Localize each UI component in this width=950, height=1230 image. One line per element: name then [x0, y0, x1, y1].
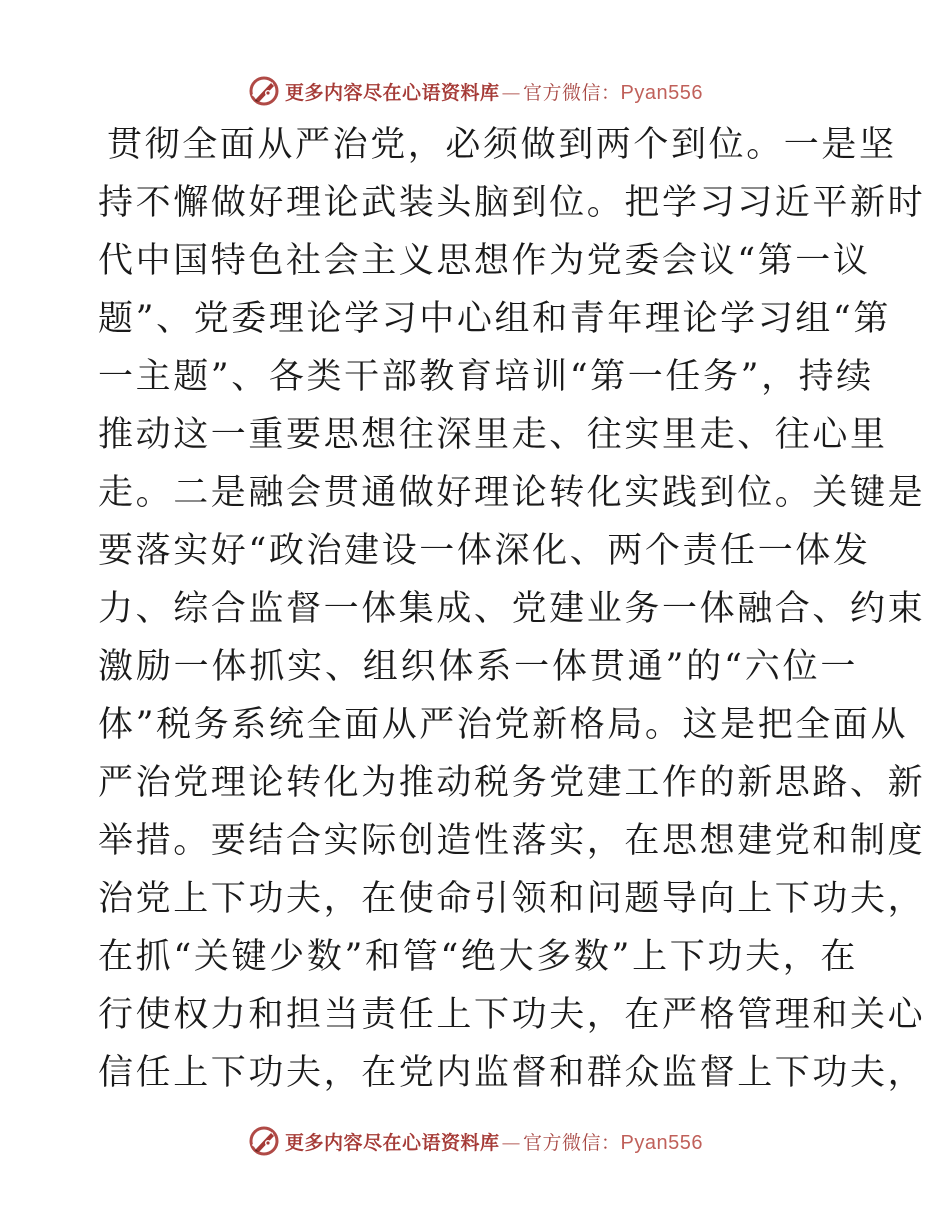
- footer-watermark: [0, 1121, 950, 1161]
- document-body: [98, 116, 926, 1102]
- pen-logo-icon: [247, 74, 281, 108]
- text-line: 题”、党委理论学习中心组和青年理论学习组“第: [98, 299, 891, 339]
- header-main-text: 更多内容尽在心语资料库: [285, 81, 500, 104]
- header-wechat-label: 官方微信：: [523, 81, 621, 104]
- text-line: 一主题”、各类干部教育培训“第一任务”，持续: [98, 357, 874, 397]
- pen-logo-icon: [247, 1124, 281, 1158]
- text-line: 贯彻全面从严治党，必须做到两个到位。一是坚: [107, 125, 897, 165]
- text-line: 力、综合监督一体集成、党建业务一体融合、约束: [98, 589, 926, 629]
- text-line: 激励一体抓实、组织体系一体贯通”的“六位一: [98, 647, 858, 687]
- text-line: 在抓“关键少数”和管“绝大多数”上下功夫，在: [98, 937, 858, 977]
- header-separator: —: [501, 81, 522, 104]
- text-line: 要落实好“政治建设一体深化、两个责任一体发: [98, 531, 871, 571]
- text-line: 走。二是融会贯通做好理论转化实践到位。关键是: [98, 473, 926, 513]
- text-line: 代中国特色社会主义思想作为党委会议“第一议: [98, 241, 871, 281]
- text-line: 推动这一重要思想往深里走、往实里走、往心里: [98, 415, 888, 455]
- header-watermark-text: [285, 78, 703, 105]
- text-line: 持不懈做好理论武装头脑到位。把学习习近平新时: [98, 183, 926, 223]
- text-line: 严治党理论转化为推动税务党建工作的新思路、新: [98, 763, 926, 803]
- text-line: 体”税务系统全面从严治党新格局。这是把全面从: [98, 705, 909, 745]
- footer-main-text: 更多内容尽在心语资料库: [285, 1131, 500, 1154]
- header-watermark: [0, 71, 950, 111]
- footer-wechat-label: 官方微信：: [523, 1131, 621, 1154]
- text-line: 行使权力和担当责任上下功夫，在严格管理和关心: [98, 995, 926, 1035]
- footer-separator: —: [501, 1131, 522, 1154]
- header-wechat-id: Pyan556: [620, 81, 703, 104]
- footer-wechat-id: Pyan556: [620, 1131, 703, 1154]
- footer-watermark-text: [285, 1128, 703, 1155]
- text-line: 举措。要结合实际创造性落实，在思想建党和制度: [98, 821, 926, 861]
- text-line: 治党上下功夫，在使命引领和问题导向上下功夫，: [98, 879, 926, 919]
- text-line: 信任上下功夫，在党内监督和群众监督上下功夫，: [98, 1053, 926, 1093]
